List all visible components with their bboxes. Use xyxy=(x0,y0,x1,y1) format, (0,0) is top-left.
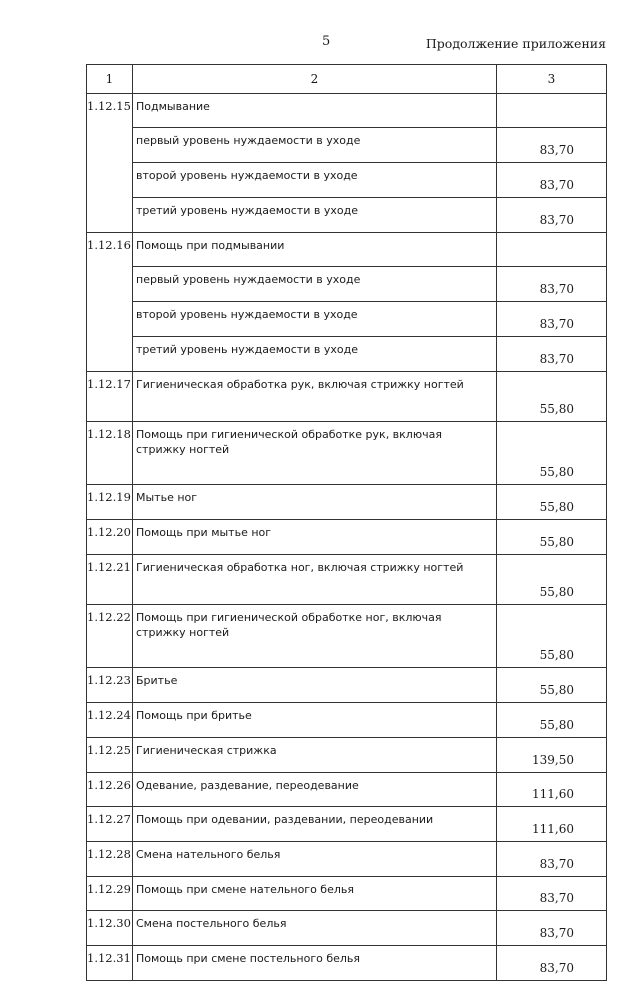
table-row xyxy=(87,668,607,703)
table-row xyxy=(87,911,607,946)
service-price: 83,70 xyxy=(497,911,607,946)
service-name: Смена нательного белья xyxy=(133,842,497,877)
level-row xyxy=(87,198,607,233)
table-row xyxy=(87,520,607,555)
column-header: 3 xyxy=(497,65,607,94)
level-row xyxy=(87,302,607,337)
service-name: Помощь при смене нательного белья xyxy=(133,877,497,911)
column-header: 2 xyxy=(133,65,497,94)
service-name: Гигиеническая обработка рук, включая стрижку ногтей xyxy=(133,372,497,422)
service-price: 111,60 xyxy=(497,807,607,842)
service-price: 55,80 xyxy=(497,555,607,605)
table-header-row xyxy=(87,65,607,94)
service-name: Смена постельного белья xyxy=(133,911,497,946)
page-number: 5 xyxy=(322,34,331,49)
service-name: Бритье xyxy=(133,668,497,703)
level-name: третий уровень нуждаемости в уходе xyxy=(133,337,497,372)
group-title-row xyxy=(87,233,607,267)
service-code: 1.12.29 xyxy=(87,877,133,911)
service-code: 1.12.19 xyxy=(87,485,133,520)
service-name: Помощь при гигиенической обработке рук, включая стрижку ногтей xyxy=(133,422,497,485)
service-name: Подмывание xyxy=(133,94,497,128)
service-code: 1.12.20 xyxy=(87,520,133,555)
service-price: 55,80 xyxy=(497,372,607,422)
service-code: 1.12.31 xyxy=(87,946,133,981)
service-name: Гигиеническая стрижка xyxy=(133,738,497,773)
table-row xyxy=(87,605,607,668)
level-row xyxy=(87,163,607,198)
service-price: 55,80 xyxy=(497,485,607,520)
table-row xyxy=(87,842,607,877)
service-name: Помощь при бритье xyxy=(133,703,497,738)
service-code: 1.12.16 xyxy=(87,233,133,372)
level-name: третий уровень нуждаемости в уходе xyxy=(133,198,497,233)
service-code: 1.12.22 xyxy=(87,605,133,668)
column-header: 1 xyxy=(87,65,133,94)
service-code: 1.12.23 xyxy=(87,668,133,703)
service-price: 55,80 xyxy=(497,703,607,738)
level-name: второй уровень нуждаемости в уходе xyxy=(133,302,497,337)
service-code: 1.12.18 xyxy=(87,422,133,485)
service-name: Помощь при подмывании xyxy=(133,233,497,267)
level-row xyxy=(87,128,607,163)
service-price: 139,50 xyxy=(497,738,607,773)
level-price: 83,70 xyxy=(497,163,607,198)
service-code: 1.12.25 xyxy=(87,738,133,773)
service-code: 1.12.26 xyxy=(87,773,133,807)
service-price: 83,70 xyxy=(497,877,607,911)
service-name: Мытье ног xyxy=(133,485,497,520)
service-name: Помощь при гигиенической обработке ног, включая стрижку ногтей xyxy=(133,605,497,668)
service-code: 1.12.17 xyxy=(87,372,133,422)
service-name: Гигиеническая обработка ног, включая стрижку ногтей xyxy=(133,555,497,605)
tariff-table xyxy=(86,64,607,981)
service-price: 111,60 xyxy=(497,773,607,807)
table-row xyxy=(87,877,607,911)
service-code: 1.12.21 xyxy=(87,555,133,605)
level-name: первый уровень нуждаемости в уходе xyxy=(133,267,497,302)
service-name: Помощь при мытье ног xyxy=(133,520,497,555)
service-price: 83,70 xyxy=(497,842,607,877)
service-name: Одевание, раздевание, переодевание xyxy=(133,773,497,807)
table-row xyxy=(87,946,607,981)
table-row xyxy=(87,485,607,520)
service-price: 83,70 xyxy=(497,946,607,981)
service-price: 55,80 xyxy=(497,520,607,555)
service-code: 1.12.28 xyxy=(87,842,133,877)
service-name: Помощь при одевании, раздевании, переодевании xyxy=(133,807,497,842)
service-price-empty xyxy=(497,233,607,267)
level-name: первый уровень нуждаемости в уходе xyxy=(133,128,497,163)
table-row xyxy=(87,555,607,605)
header-note: Продолжение приложения xyxy=(425,36,606,51)
level-price: 83,70 xyxy=(497,267,607,302)
level-price: 83,70 xyxy=(497,128,607,163)
service-code: 1.12.27 xyxy=(87,807,133,842)
service-price: 55,80 xyxy=(497,668,607,703)
table-row xyxy=(87,807,607,842)
table-row xyxy=(87,372,607,422)
table-row xyxy=(87,703,607,738)
service-price-empty xyxy=(497,94,607,128)
service-code: 1.12.30 xyxy=(87,911,133,946)
service-price: 55,80 xyxy=(497,422,607,485)
service-code: 1.12.15 xyxy=(87,94,133,233)
table-row xyxy=(87,422,607,485)
level-name: второй уровень нуждаемости в уходе xyxy=(133,163,497,198)
table-row xyxy=(87,773,607,807)
group-title-row xyxy=(87,94,607,128)
level-price: 83,70 xyxy=(497,337,607,372)
level-row xyxy=(87,267,607,302)
level-price: 83,70 xyxy=(497,198,607,233)
level-price: 83,70 xyxy=(497,302,607,337)
level-row xyxy=(87,337,607,372)
table-row xyxy=(87,738,607,773)
service-price: 55,80 xyxy=(497,605,607,668)
service-name: Помощь при смене постельного белья xyxy=(133,946,497,981)
service-code: 1.12.24 xyxy=(87,703,133,738)
